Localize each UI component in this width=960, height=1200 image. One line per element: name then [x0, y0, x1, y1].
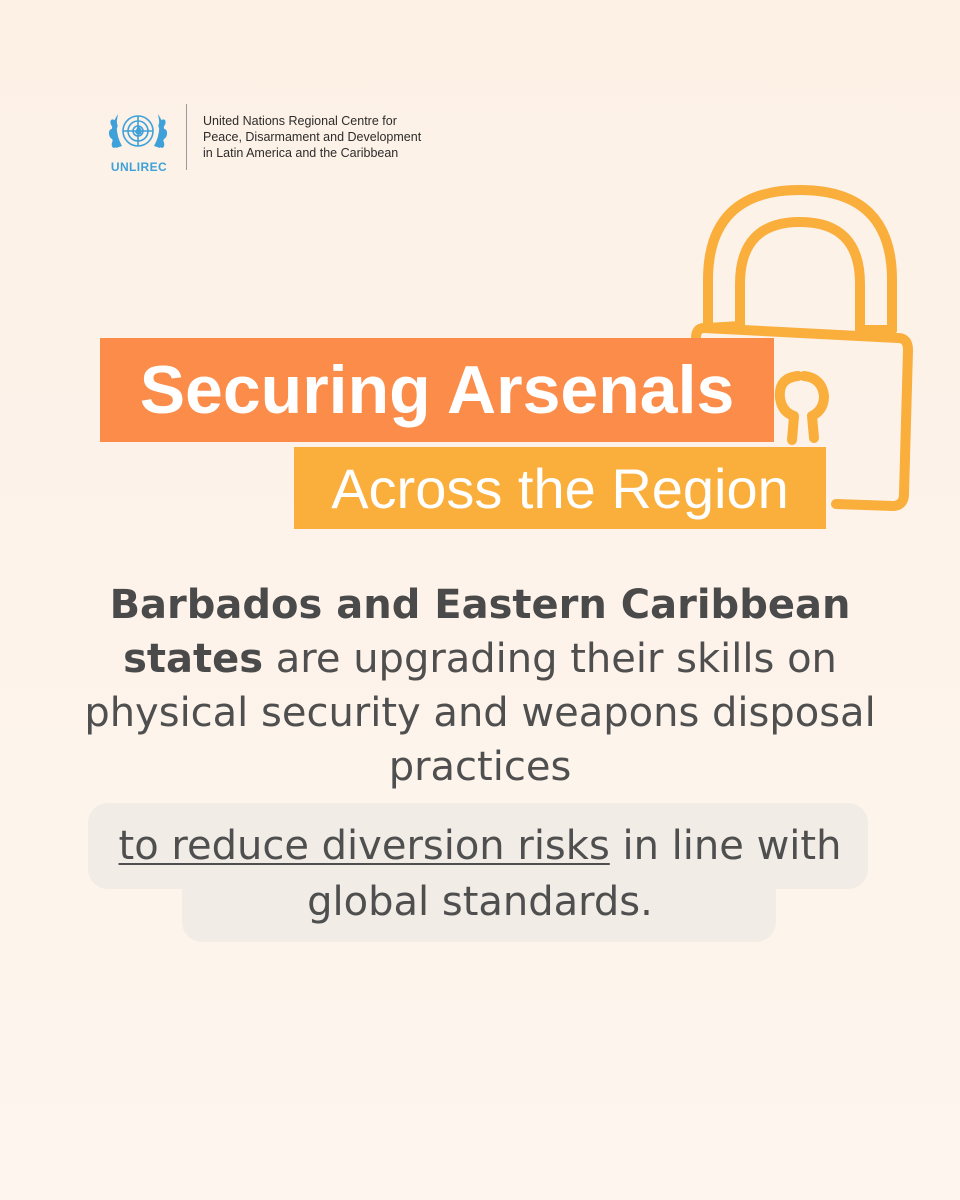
highlight-underlined-text: to reduce diversion risks — [118, 823, 610, 869]
main-message — [60, 578, 900, 794]
organization-name-line: United Nations Regional Centre for — [203, 114, 397, 128]
un-emblem-icon — [102, 104, 174, 164]
organization-name-line: Peace, Disarmament and Development — [203, 130, 422, 144]
organization-name — [203, 113, 463, 161]
page-subtitle: Across the Region — [331, 456, 789, 520]
message-text: are upgrading their skills on physical security and weapons disposal practices — [84, 636, 876, 790]
highlight-text: in line with global standards. — [307, 823, 842, 925]
logo-acronym: UNLIREC — [110, 160, 168, 174]
page-title: Securing Arsenals — [139, 352, 735, 428]
highlight-statement — [60, 818, 900, 930]
organization-name-line: in Latin America and the Caribbean — [203, 146, 399, 160]
message-emphasis: Barbados and Eastern Caribbean states — [109, 582, 851, 682]
header-divider — [186, 104, 187, 170]
